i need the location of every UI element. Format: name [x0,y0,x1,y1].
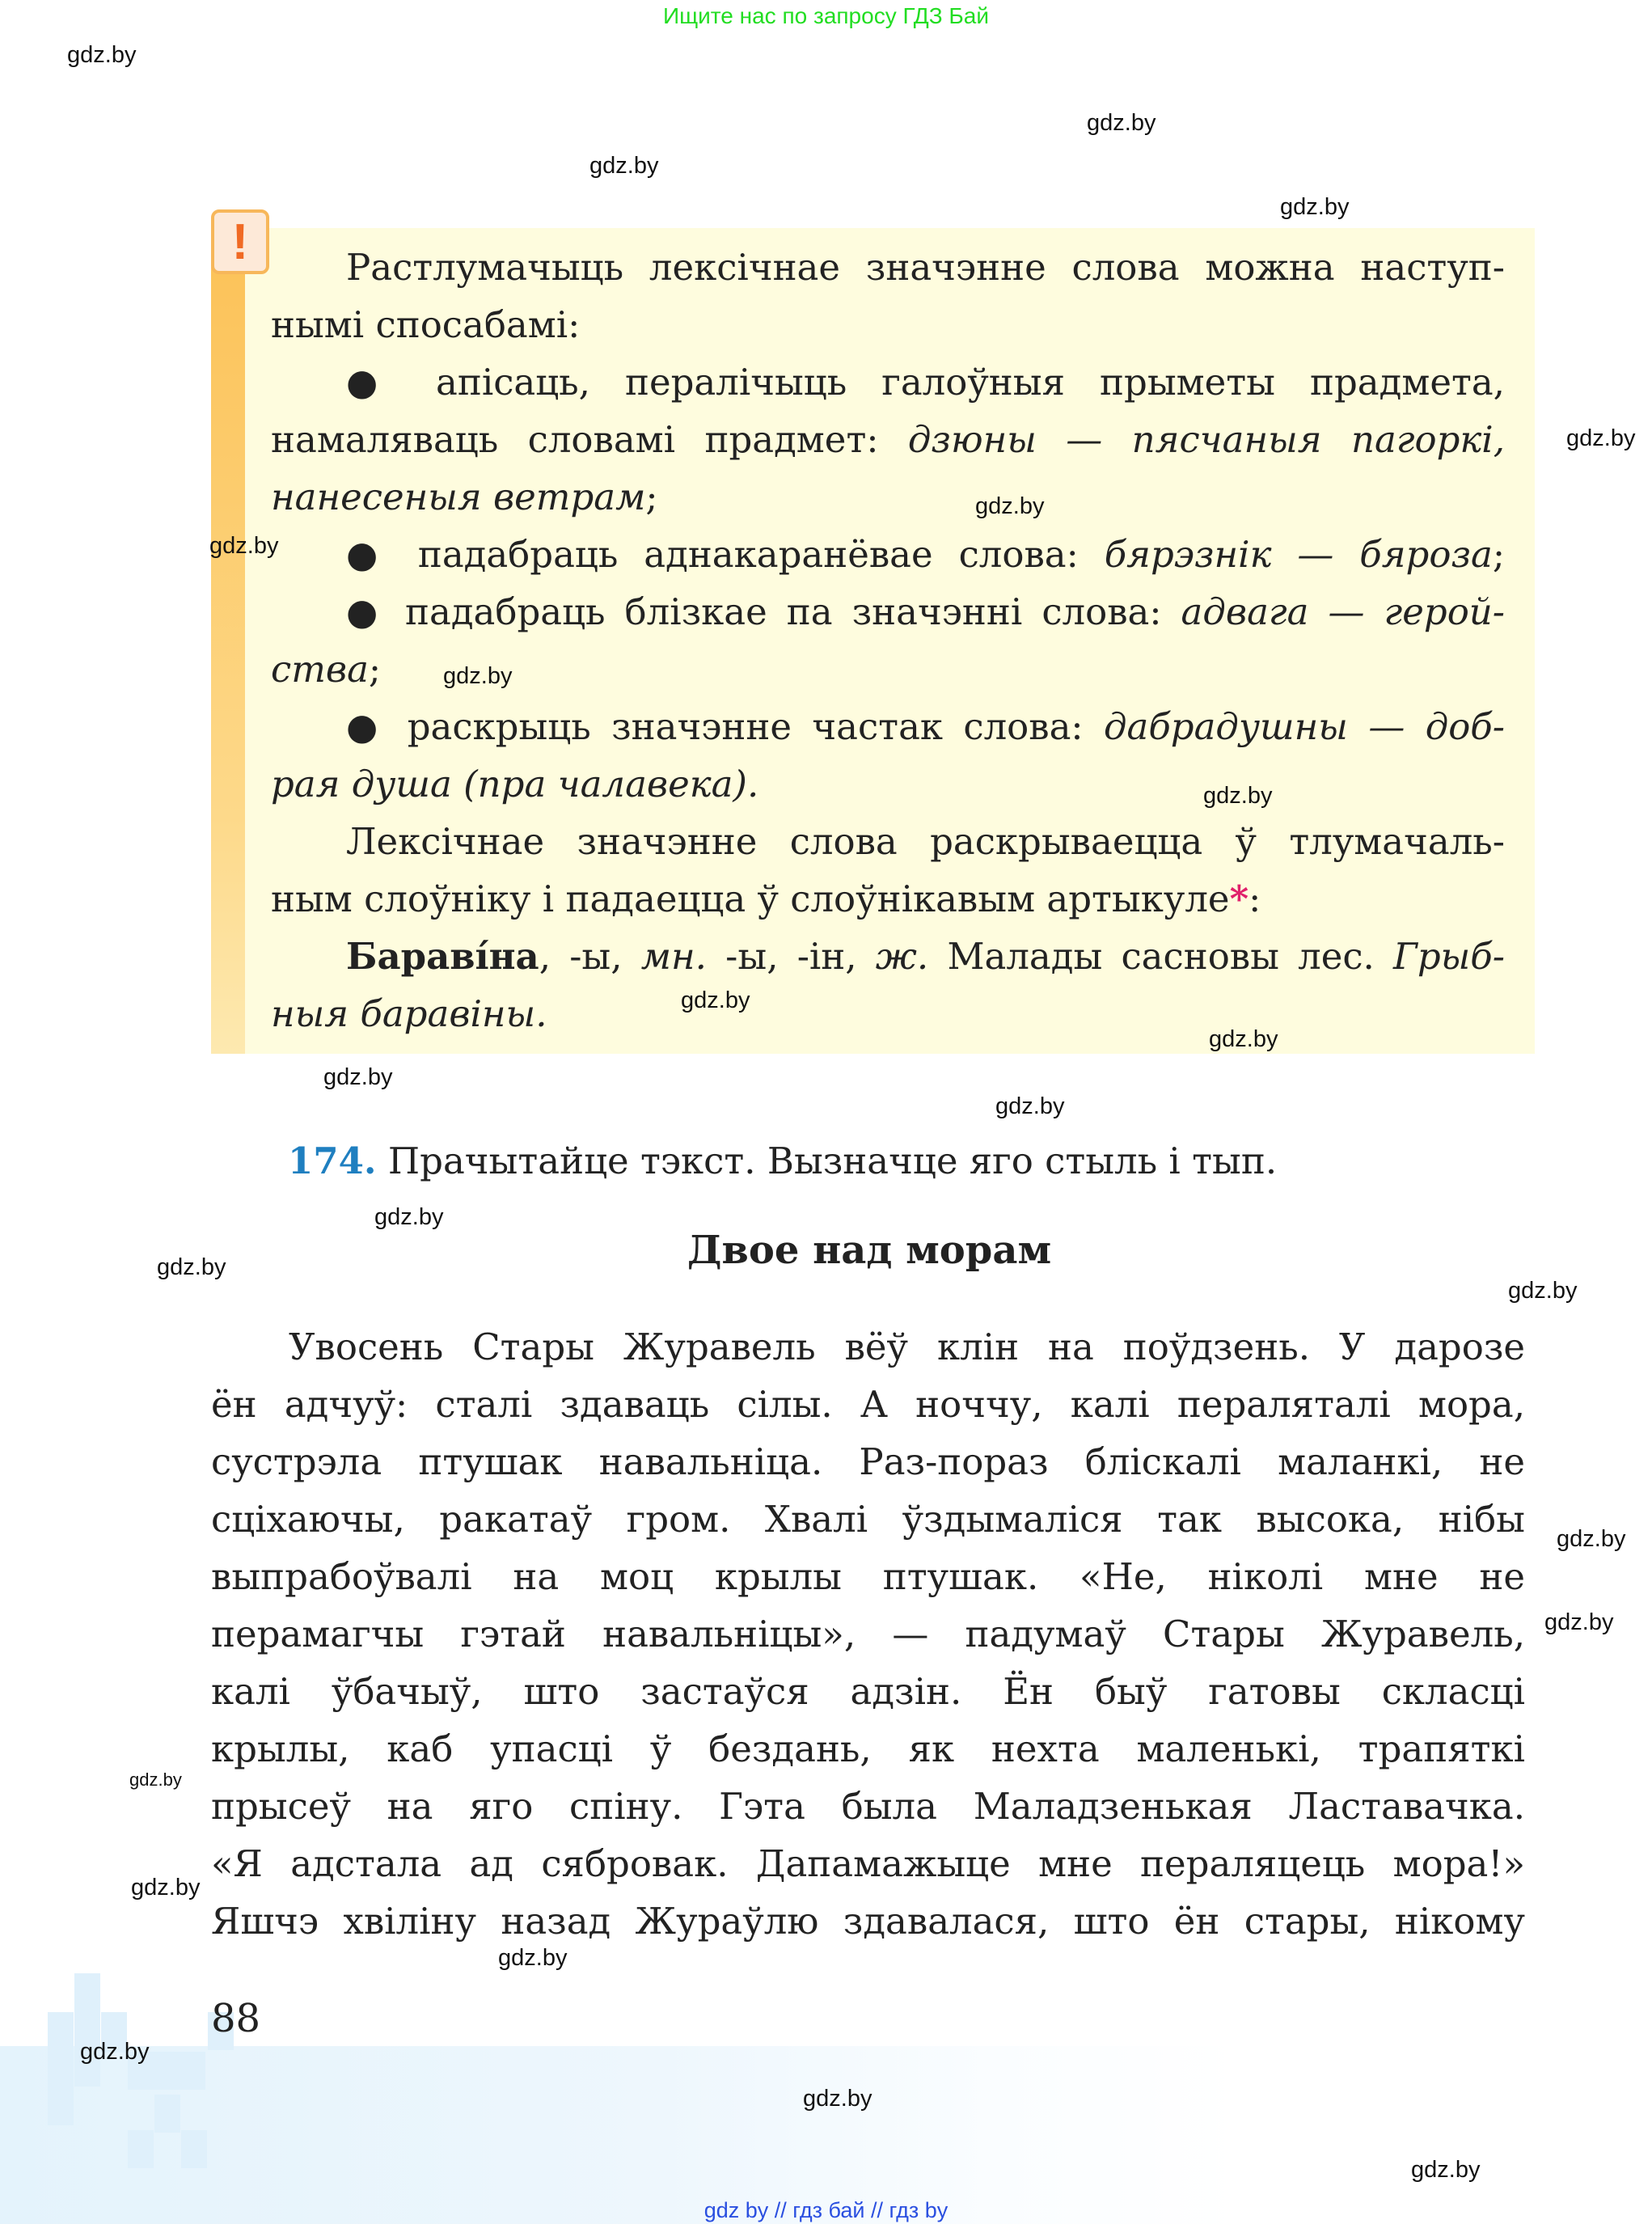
page-bottom-gradient [0,2046,1652,2224]
box-line [271,870,1505,928]
watermark: gdz.by [1203,783,1273,809]
text-segment: ж. [875,935,929,978]
box-line [346,698,1505,755]
body-line [211,1720,1525,1778]
body-line [211,1490,1525,1548]
watermark: gdz.by [1508,1278,1578,1304]
text-segment: Бараві́на [346,935,539,978]
watermark: gdz.by [975,493,1045,519]
text-segment: ныя баравіны. [271,992,547,1035]
search-hint-header: Ищите нас по запросу ГДЗ Бай [662,3,990,28]
text-segment: выпрабоўвалі на моц крылы птушак. «Не, ніколі мне не [211,1555,1525,1598]
watermark: gdz.by [157,1254,226,1280]
body-line [211,1605,1525,1663]
watermark: gdz.by [681,987,750,1013]
watermark: gdz.by [323,1064,393,1090]
text-segment: Лексічнае значэнне слова раскрываецца ў тлумачаль- [346,820,1505,863]
exercise-number: 174. [288,1139,377,1182]
page-number: 88 [211,1996,261,2041]
watermark: gdz.by [1087,110,1156,136]
text-segment: ; [368,648,382,691]
text-segment: рая душа (пра чалавека). [271,763,759,805]
text-segment: крылы, каб упасці ў бездань, як нехта маленькі, трапяткі [211,1727,1525,1770]
text-segment: : [1249,877,1261,920]
box-line [271,755,1505,813]
watermark: gdz.by [80,2039,150,2065]
body-line [211,1548,1525,1605]
text-segment: перамагчы гэтай навальніцы», — падумаў Стары Журавель, [211,1613,1525,1655]
box-line [271,411,1505,468]
body-line [211,1835,1525,1892]
watermark: gdz.by [995,1093,1065,1119]
footnote-asterisk: * [1229,877,1249,920]
watermark: gdz.by [443,663,513,689]
text-segment: Малады сасновы лес. [928,935,1394,978]
text-segment: Увосень Стары Журавель вёў клін на поўдзень. У дарозе [289,1326,1525,1368]
watermark: gdz.by [67,42,137,68]
exercise-text: Прачытайце тэкст. Вызначце яго стыль і тып. [376,1139,1278,1182]
watermark: gdz.by [129,1769,182,1790]
decor-square [154,2095,180,2133]
text-segment: мн. [640,935,707,978]
decor-square [48,2012,74,2125]
text-title: Двое над морам [687,1228,1052,1273]
text-segment: дзюны — пясчаныя пагоркі, [907,418,1505,461]
footer-links: gdz by // гдз бай // гдз by [703,2198,949,2222]
decor-square [128,2130,154,2168]
watermark: gdz.by [1544,1609,1614,1635]
body-line [211,1376,1525,1433]
text-segment: ства [271,648,369,691]
text-segment: Яшчэ хвіліну назад Жураўлю здавалася, што ён стары, нікому [211,1900,1525,1943]
text-segment: ● падабраць блізкае па значэнні слова: [346,590,1181,633]
text-segment: сціхаючы, ракатаў гром. Хвалі ўздымаліся так высока, нібы [211,1498,1525,1541]
box-line [271,296,1505,353]
text-segment: Растлумачыць лексічнае значэнне слова можна наступ- [346,246,1505,289]
watermark: gdz.by [131,1875,201,1901]
text-segment: адвага — герой- [1181,590,1505,633]
box-line [346,353,1505,411]
text-segment: ● апісаць, пералічыць галоўныя прыметы прадмета, [346,361,1505,404]
body-line [211,1663,1525,1720]
text-segment: ён адчуў: сталі здаваць сілы. А ноччу, калі пераляталі мора, [211,1383,1525,1426]
watermark: gdz.by [498,1945,568,1971]
body-line [289,1318,1525,1376]
watermark: gdz.by [1566,425,1636,451]
text-segment: ; [645,476,658,518]
body-line [211,1892,1525,1950]
box-line [346,526,1505,583]
exercise-instruction [288,1132,1277,1190]
rule-box-stripe [211,267,245,1054]
text-segment: -ы, -ін, [706,935,876,978]
watermark: gdz.by [1209,1026,1278,1052]
watermark: gdz.by [1557,1526,1626,1552]
text-segment: калі ўбачыў, што застаўся адзін. Ён быў гатовы скласці [211,1670,1525,1713]
text-segment: нымі спосабамі: [271,303,581,346]
watermark: gdz.by [374,1204,444,1230]
box-line [346,239,1505,296]
text-segment: бярэзнік — бяроза [1104,533,1493,576]
exclamation-icon: ! [211,209,269,274]
watermark: gdz.by [1411,2157,1481,2183]
text-segment: нанесеныя ветрам [271,476,646,518]
watermark: gdz.by [1280,194,1350,220]
body-line [211,1778,1525,1835]
box-line [346,813,1505,870]
text-segment: дабрадушны — доб- [1103,705,1505,748]
text-segment: ; [1492,533,1506,576]
box-line [271,985,1505,1042]
text-segment: «Я адстала ад сябровак. Дапамажыце мне пераляцець мора!» [211,1842,1525,1885]
decor-square [74,1973,100,2087]
body-line [211,1433,1525,1490]
watermark: gdz.by [803,2086,872,2112]
box-line [346,583,1505,641]
text-segment: Грыб- [1393,935,1505,978]
text-segment: ным слоўніку і падаецца ў слоўнікавым артыкуле [271,877,1230,920]
box-line [346,928,1505,985]
text-segment: , -ы, [539,935,641,978]
text-segment: сустрэла птушак навальніца. Раз-пораз бліскалі маланкі, не [211,1440,1525,1483]
text-segment: прысеў на яго спіну. Гэта была Маладзенькая Ластавачка. [211,1785,1525,1828]
text-segment: намаляваць словамі прадмет: [271,418,908,461]
text-segment: ● раскрыць значэнне частак слова: [346,705,1104,748]
decor-square [181,2130,207,2168]
watermark: gdz.by [209,533,279,559]
text-segment: ● падабраць аднакаранёвае слова: [346,533,1105,576]
box-line [271,468,1505,526]
watermark: gdz.by [589,153,659,179]
